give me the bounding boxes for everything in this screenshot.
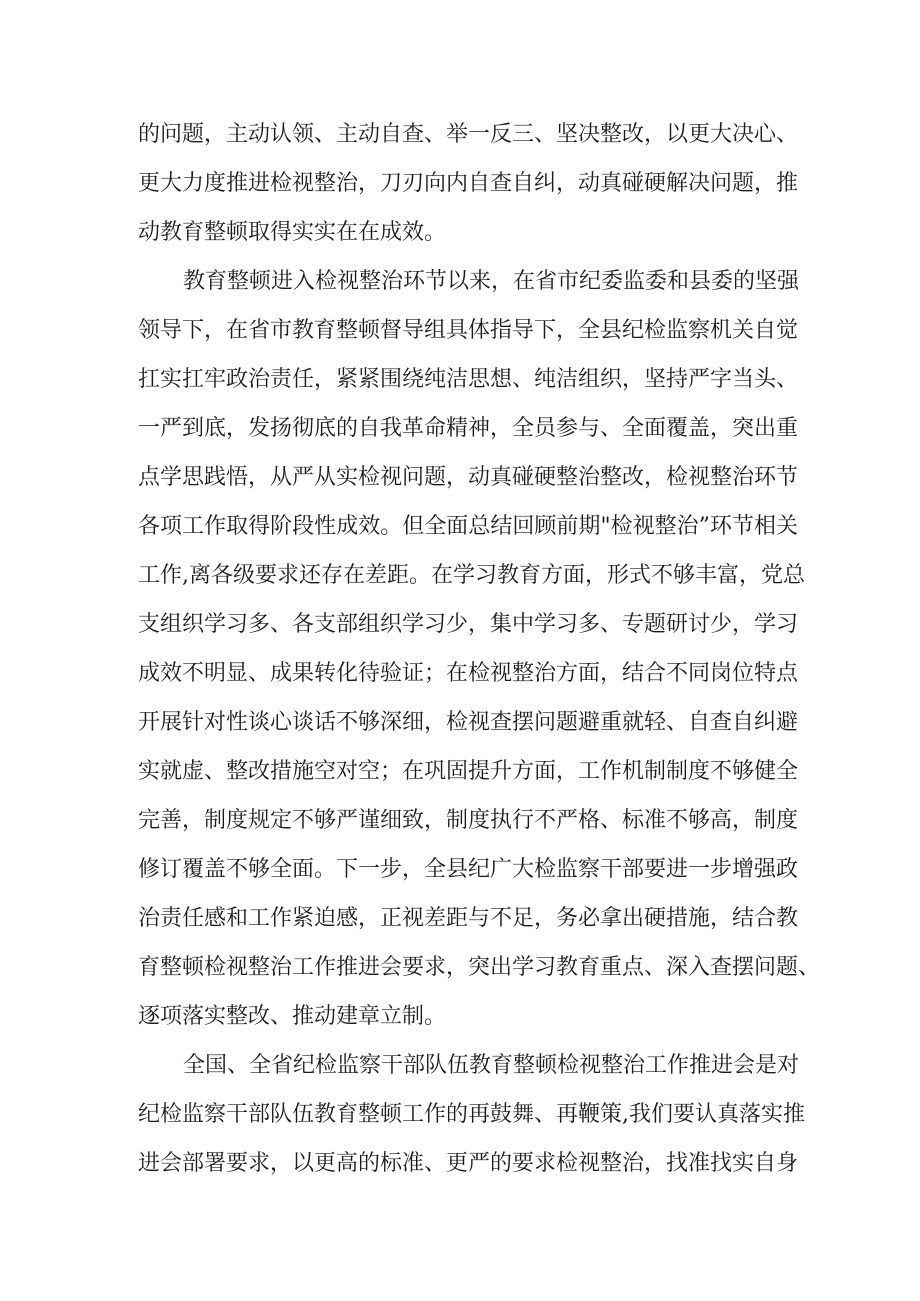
text-line: 修订覆盖不够全面。下一步，全县纪广大检监察干部要进一步增强政 — [138, 857, 799, 882]
text-line: 的问题，主动认领、主动自查、举一反三、坚决整改，以更大决心、 — [138, 122, 799, 147]
text-line: 支组织学习多、各支部组织学习少，集中学习多、专题研讨少，学习 — [138, 612, 799, 637]
text-line: 育整顿检视整治工作推进会要求，突出学习教育重点、深入查摆问题、 — [138, 955, 821, 980]
text-line: 成效不明显、成果转化待验证；在检视整治方面，结合不同岗位特点 — [138, 661, 799, 686]
text-line: 动教育整顿取得实实在在成效。 — [138, 220, 447, 245]
text-line: 工作,离各级要求还存在差距。在学习教育方面，形式不够丰富，党总 — [138, 563, 805, 588]
text-line: 一严到底，发扬彻底的自我革命精神，全员参与、全面覆盖，突出重 — [138, 416, 799, 441]
text-line: 治责任感和工作紧迫感，正视差距与不足，务必拿出硬措施，结合教 — [138, 906, 799, 931]
text-line: 纪检监察干部队伍教育整顿工作的再鼓舞、再鞭策,我们要认真落实推 — [138, 1102, 805, 1127]
text-line: 逐项落实整改、推动建章立制。 — [138, 1004, 447, 1029]
text-line: 点学思践悟，从严从实检视问题，动真碰硬整治整改，检视整治环节 — [138, 465, 799, 490]
text-line: 扛实扛牢政治责任，紧紧围绕纯洁思想、纯洁组织，坚持严字当头、 — [138, 367, 799, 392]
text-line: 各项工作取得阶段性成效。但全面总结回顾前期"检视整治”环节相关 — [138, 514, 798, 539]
text-line: 领导下，在省市教育整顿督导组具体指导下，全县纪检监察机关自觉 — [138, 318, 799, 343]
paragraph-first-line: 全国、全省纪检监察干部队伍教育整顿检视整治工作推进会是对 — [183, 1053, 800, 1078]
text-line: 更大力度推进检视整治，刀刃向内自查自纠，动真碰硬解决问题，推 — [138, 171, 799, 196]
text-line: 进会部署要求，以更高的标准、更严的要求检视整治，找准找实自身 — [138, 1151, 799, 1176]
text-line: 完善，制度规定不够严谨细致，制度执行不严格、标准不够高，制度 — [138, 808, 799, 833]
text-line: 实就虚、整改措施空对空；在巩固提升方面，工作机制制度不够健全 — [138, 759, 799, 784]
text-line: 开展针对性谈心谈话不够深细，检视查摆问题避重就轻、自查自纠避 — [138, 710, 799, 735]
paragraph-first-line: 教育整顿进入检视整治环节以来，在省市纪委监委和县委的坚强 — [183, 269, 800, 294]
